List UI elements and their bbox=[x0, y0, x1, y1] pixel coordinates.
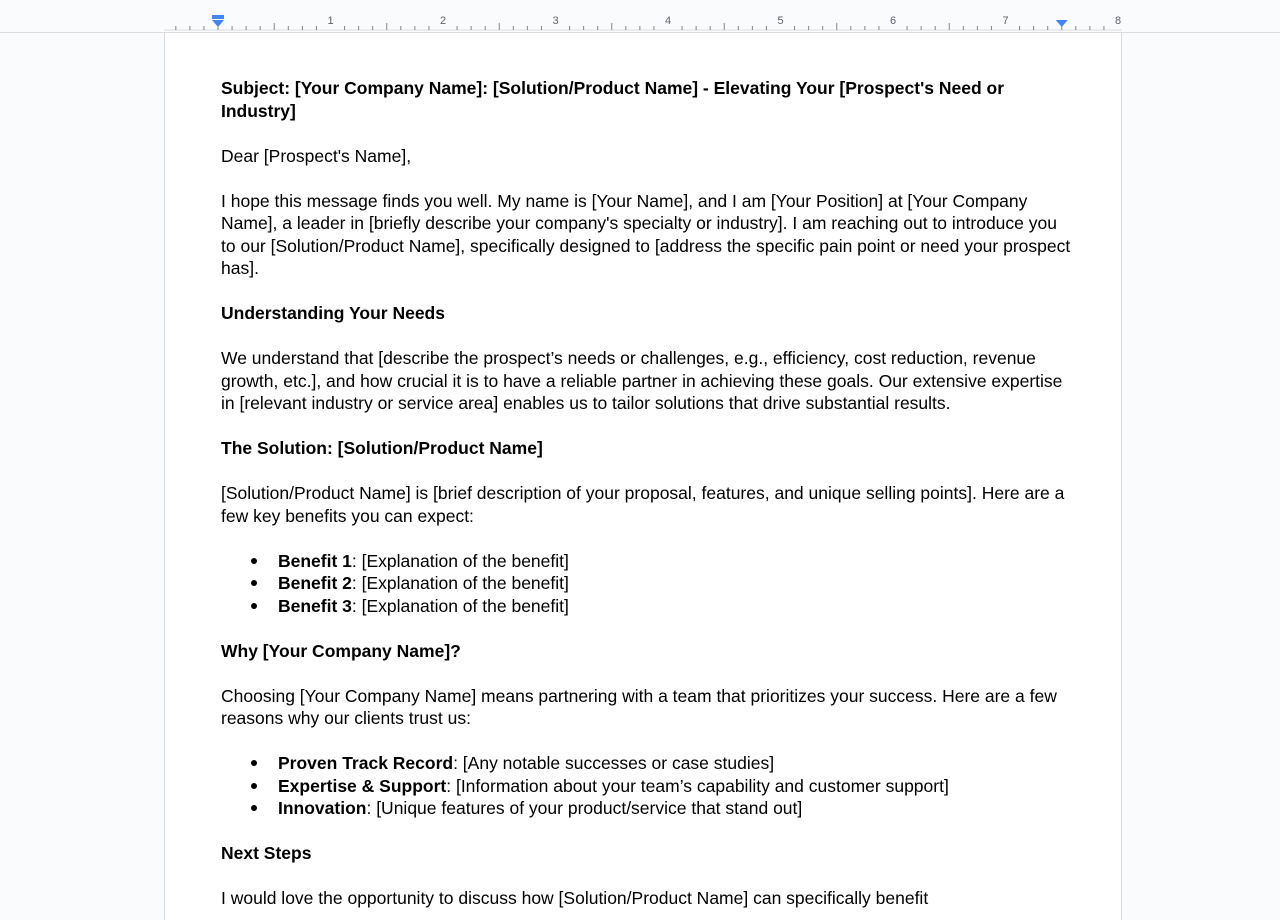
document-page[interactable] bbox=[164, 33, 1122, 920]
list-item[interactable] bbox=[221, 595, 1071, 618]
document-body[interactable] bbox=[221, 77, 1071, 920]
right-indent-marker-icon bbox=[1056, 20, 1068, 27]
list-item[interactable] bbox=[221, 752, 1071, 775]
greeting[interactable]: Dear [Prospect's Name], bbox=[221, 145, 412, 166]
intro-paragraph[interactable]: I hope this message finds you well. My name is [Your Name], and I am [Your Position] at [Your Company Name], a leader in [briefly describe your company's specialty or industry]. I am reaching out to introduce you to our [Solution/Product Name], specifically designed to [address the specific pain point or need your prospect has]. bbox=[221, 190, 1071, 278]
reason-text: : [Any notable successes or case studies] bbox=[453, 753, 775, 773]
bullet-icon bbox=[251, 580, 257, 586]
left-indent-marker-icon bbox=[212, 15, 224, 19]
bullet-icon bbox=[251, 760, 257, 766]
ruler-number: 6 bbox=[889, 15, 897, 27]
ruler-number: 2 bbox=[439, 15, 447, 27]
ruler-number: 3 bbox=[552, 15, 559, 27]
horizontal-ruler[interactable] bbox=[0, 0, 1280, 33]
heading-solution[interactable]: The Solution: [Solution/Product Name] bbox=[221, 438, 543, 458]
ruler-scale bbox=[0, 0, 1280, 33]
bullet-icon bbox=[251, 603, 257, 609]
ruler-number: 7 bbox=[1002, 15, 1009, 27]
benefit-label: Benefit 3 bbox=[278, 595, 352, 616]
ruler-number: 4 bbox=[664, 15, 672, 27]
next-steps-paragraph[interactable]: I would love the opportunity to discuss how [Solution/Product Name] can specifically benefit bbox=[221, 888, 929, 908]
reason-text: : [Information about your team’s capability and customer support] bbox=[446, 775, 949, 796]
ruler-number: 1 bbox=[327, 15, 334, 27]
reason-label: Expertise & Support bbox=[278, 775, 447, 796]
needs-paragraph[interactable]: We understand that [describe the prospect’s needs or challenges, e.g., efficiency, cost reduction, revenue growth, etc.], and how crucial it is to have a reliable partner in achieving these goals. Our extensive expertise in [relevant industry or service area] enables us to tailor solutions that drive substantial results. bbox=[221, 348, 1063, 413]
bullet-icon bbox=[251, 558, 257, 564]
benefit-label: Benefit 2 bbox=[278, 573, 352, 593]
heading-why-company[interactable]: Why [Your Company Name]? bbox=[221, 640, 461, 661]
list-item[interactable] bbox=[221, 797, 1071, 820]
reason-label: Proven Track Record bbox=[278, 753, 454, 773]
solution-paragraph[interactable]: [Solution/Product Name] is [brief description of your proposal, features, and unique selling points]. Here are a few key benefits you can expect: bbox=[221, 483, 1065, 526]
list-item[interactable] bbox=[221, 550, 1071, 573]
benefit-label: Benefit 1 bbox=[278, 550, 352, 571]
benefit-text: : [Explanation of the benefit] bbox=[351, 573, 569, 593]
benefits-list bbox=[221, 550, 1071, 618]
subject-line[interactable]: Subject: [Your Company Name]: [Solution/Product Name] - Elevating Your [Prospect's Need or Industry] bbox=[221, 78, 1005, 121]
heading-understanding-needs[interactable]: Understanding Your Needs bbox=[221, 303, 445, 323]
bullet-icon bbox=[251, 783, 257, 789]
reason-label: Innovation bbox=[278, 798, 367, 818]
left-indent-marker-icon bbox=[212, 20, 224, 27]
benefit-text: : [Explanation of the benefit] bbox=[351, 550, 569, 571]
bullet-icon bbox=[251, 805, 257, 811]
ruler-number: 5 bbox=[777, 15, 784, 27]
list-item[interactable] bbox=[221, 572, 1071, 595]
reason-text: : [Unique features of your product/service that stand out] bbox=[366, 798, 803, 818]
why-paragraph[interactable]: Choosing [Your Company Name] means partnering with a team that prioritizes your success. Here are a few reasons why our clients trust us: bbox=[221, 685, 1057, 728]
list-item[interactable] bbox=[221, 775, 1071, 798]
benefit-text: : [Explanation of the benefit] bbox=[351, 595, 569, 616]
heading-next-steps[interactable]: Next Steps bbox=[221, 843, 312, 863]
ruler-number: 8 bbox=[1114, 15, 1122, 27]
reasons-list bbox=[221, 752, 1071, 820]
